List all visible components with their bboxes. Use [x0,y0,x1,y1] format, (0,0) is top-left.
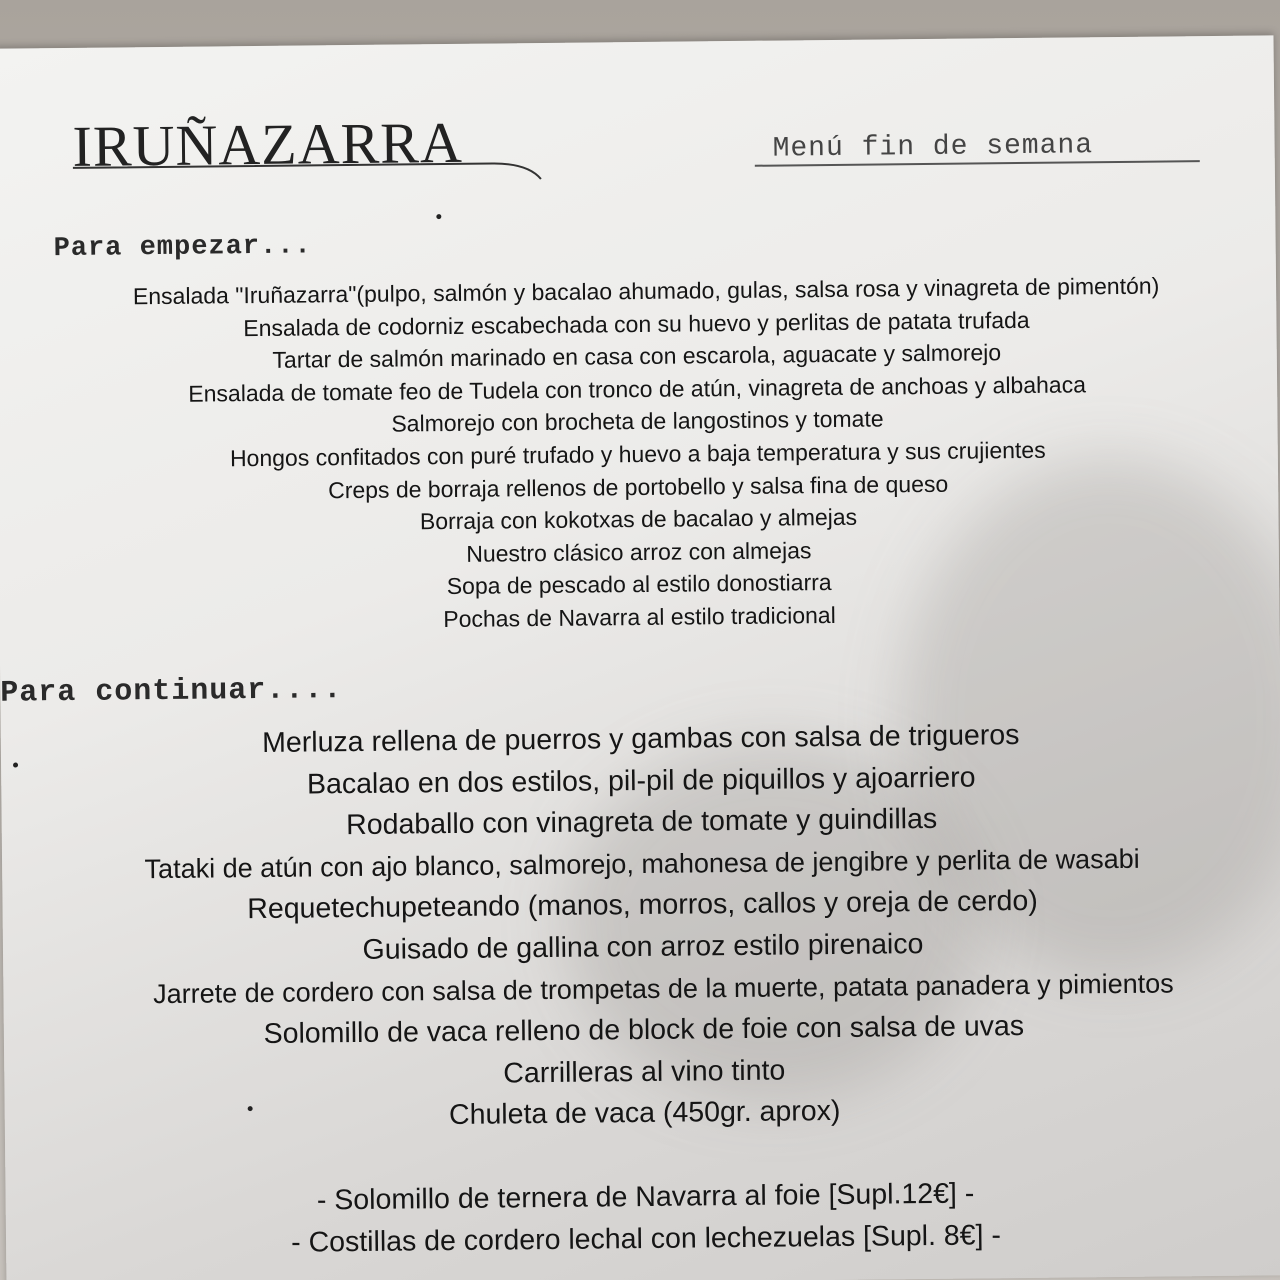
section-title-starters: Para empezar... [53,231,312,265]
menu-subtitle-box [754,129,1199,167]
dish-item: Jarrete de cordero con salsa de trompetas de la muerte, patata panadera y pimientos [152,967,1174,1009]
supplements-list [5,1170,1280,1266]
dish-item: Bacalao en dos estilos, pil-pil de piquillos y ajoarriero [306,761,976,801]
ink-dot [436,214,441,219]
mains-list [1,712,1280,1141]
dish-item: Ensalada de codorniz escabechada con su huevo y perlitas de patata trufada [243,306,1030,341]
dish-item: Tartar de salmón marinado en casa con escarola, aguacate y salmorejo [272,339,1002,374]
ink-dot [248,1106,253,1111]
dish-item: Nuestro clásico arroz con almejas [466,536,812,567]
restaurant-logo: IRUÑAZARRA [72,109,464,179]
dish-item: Pochas de Navarra al estilo tradicional [443,601,836,632]
dish-item: Tataki de atún con ajo blanco, salmorejo, mahonesa de jengibre y perlita de wasabi [144,843,1140,884]
supplement-item: - Costillas de cordero lechal con lechezuelas [Supl. 8€] - [291,1218,1002,1259]
dish-item: Chuleta de vaca (450gr. aprox) [448,1095,841,1132]
menu-subtitle: Menú fin de semana [772,130,1094,165]
dish-item: Merluza rellena de puerros y gambas con salsa de trigueros [262,719,1020,759]
dish-item: Requetechupeteando (manos, morros, callos y oreja de cerdo) [247,885,1038,926]
dish-item: Rodaballo con vinagreta de tomate y guindillas [346,803,938,842]
dish-item: Solomillo de vaca relleno de block de foie con salsa de uvas [263,1010,1025,1051]
dish-item: Ensalada "Iruñazarra"(pulpo, salmón y bacalao ahumado, gulas, salsa rosa y vinagreta de pimentón) [132,272,1160,310]
dish-item: Sopa de pescado al estilo donostiarra [446,569,832,600]
supplement-item: - Solomillo de ternera de Navarra al foie [Supl.12€] - [316,1177,975,1217]
dish-item: Hongos confitados con puré trufado y huevo a baja temperatura y sus crujientes [229,436,1046,472]
section-title-mains: Para continuar.... [0,673,343,711]
logo-underline-swoosh [73,151,543,186]
dish-item: Borraja con kokotxas de bacalao y almejas [419,503,858,535]
starters-list [0,268,1280,640]
dish-item: Ensalada de tomate feo de Tudela con tronco de atún, vinagreta de anchoas y albahaca [188,371,1087,407]
ink-dot [13,763,18,768]
dish-item: Carrilleras al vino tinto [503,1054,786,1090]
menu-sheet [0,35,1280,1280]
dish-item: Creps de borraja rellenos de portobello y salsa fina de queso [327,470,949,503]
dish-item: Salmorejo con brocheta de langostinos y tomate [391,405,884,437]
dish-item: Guisado de gallina con arroz estilo pirenaico [362,928,924,966]
